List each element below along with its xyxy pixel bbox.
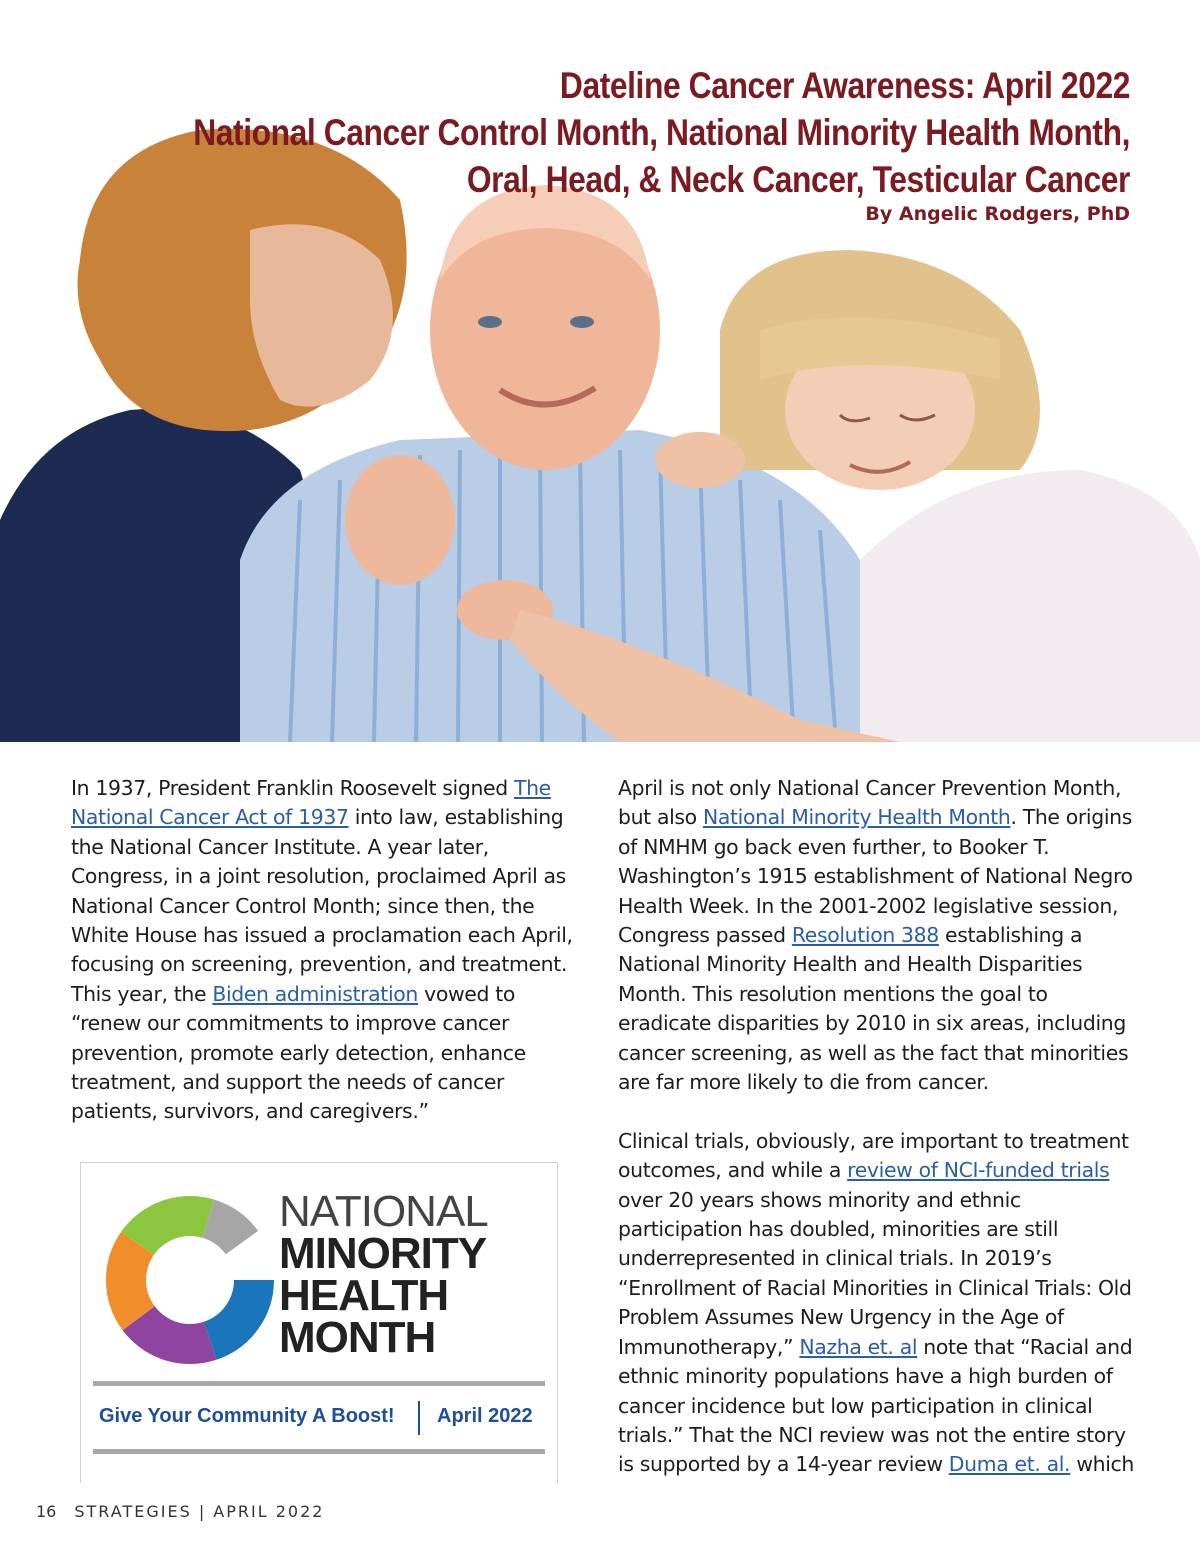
divider	[93, 1381, 545, 1386]
page-number: 16	[36, 1502, 57, 1521]
nmhm-word-health: HEALTH	[279, 1271, 449, 1320]
nmhm-wordmark	[279, 1187, 488, 1362]
link-review-nci-trials[interactable]: review of NCI-funded trials	[847, 1158, 1110, 1183]
text-run: establishing a National Minority Health and Health Disparities Month. This resolution mentions the goal to eradicate disparities by 2010 in six areas, including cancer screening, as well as the fact that minorities are far more likely to die from cancer.	[618, 923, 1129, 1095]
nmhm-ring-icon	[95, 1185, 285, 1375]
text-run: note that “Racial and ethnic minority populations have a high burden of cancer incidence but low participation in clinical trials.” That the NCI review was not the entire story is supported by a 14-year review	[618, 1334, 1133, 1477]
text-run: which	[1070, 1452, 1134, 1477]
nmhm-word-month: MONTH	[279, 1313, 436, 1362]
nmhm-tagline-text: Give Your Community A Boost!	[99, 1405, 395, 1427]
left-column	[71, 774, 586, 1156]
right-column	[618, 774, 1138, 1509]
divider	[93, 1449, 545, 1454]
link-national-minority-health-month[interactable]: National Minority Health Month	[702, 805, 1011, 830]
nmhm-logo-graphic	[80, 1162, 558, 1483]
title-line-1: Dateline Cancer Awareness: April 2022	[559, 65, 1130, 106]
title-line-2: National Cancer Control Month, National Minority Health Month,	[193, 112, 1130, 153]
nmhm-date: April 2022	[437, 1405, 533, 1427]
link-resolution-388[interactable]: Resolution 388	[791, 923, 939, 948]
link-national-cancer-act[interactable]: The National Cancer Act of 1937	[71, 776, 551, 830]
paragraph	[618, 774, 1138, 1097]
link-biden-administration[interactable]: Biden administration	[212, 981, 418, 1006]
article-title	[30, 62, 1130, 227]
page-footer	[36, 1502, 324, 1521]
text-run: vowed to “renew our commitments to improve cancer prevention, promote early detection, enhance treatment, and support the needs of cancer patients, survivors, and caregivers.”	[71, 981, 526, 1124]
paragraph	[71, 774, 586, 1127]
nmhm-word-national: NATIONAL	[279, 1187, 488, 1236]
nmhm-tagline	[93, 1403, 545, 1433]
hero-photo	[0, 0, 1200, 742]
link-nazha-et-al[interactable]: Nazha et. al	[799, 1334, 918, 1359]
text-run: In 1937, President Franklin Roosevelt signed	[71, 776, 514, 800]
text-run: Clinical trials, obviously, are important to treatment outcomes, and while a	[618, 1128, 1129, 1183]
link-duma-et-al[interactable]: Duma et. al.	[948, 1452, 1071, 1477]
text-run: April is not only National Cancer Prevention Month, but also	[618, 776, 1122, 830]
publication-name: STRATEGIES | APRIL 2022	[74, 1502, 325, 1521]
byline: By Angelic Rodgers, PhD	[865, 203, 1130, 225]
text-run: into law, establishing the National Cancer Institute. A year later, Congress, in a joint resolution, proclaimed April as National Cancer Control Month; since then, the White House has issued a proclamation each April, focusing on screening, prevention, and treatment. This year, the	[71, 805, 573, 1006]
text-run: over 20 years shows minority and ethnic participation has doubled, minorities are still underrepresented in clinical trials. In 2019’s “Enrollment of Racial Minorities in Clinical Trials: Old Problem Assumes New Urgency in the Age of Immunotherapy,”	[618, 1187, 1132, 1359]
divider	[418, 1401, 420, 1435]
title-line-3: Oral, Head, & Neck Cancer, Testicular Cancer	[466, 159, 1130, 200]
nmhm-word-minority: MINORITY	[279, 1229, 487, 1278]
paragraph	[618, 1127, 1138, 1480]
text-run: . The origins of NMHM go back even further, to Booker T. Washington’s 1915 establishment of National Negro Health Week. In the 2001-2002 legislative session, Congress passed	[618, 805, 1133, 948]
